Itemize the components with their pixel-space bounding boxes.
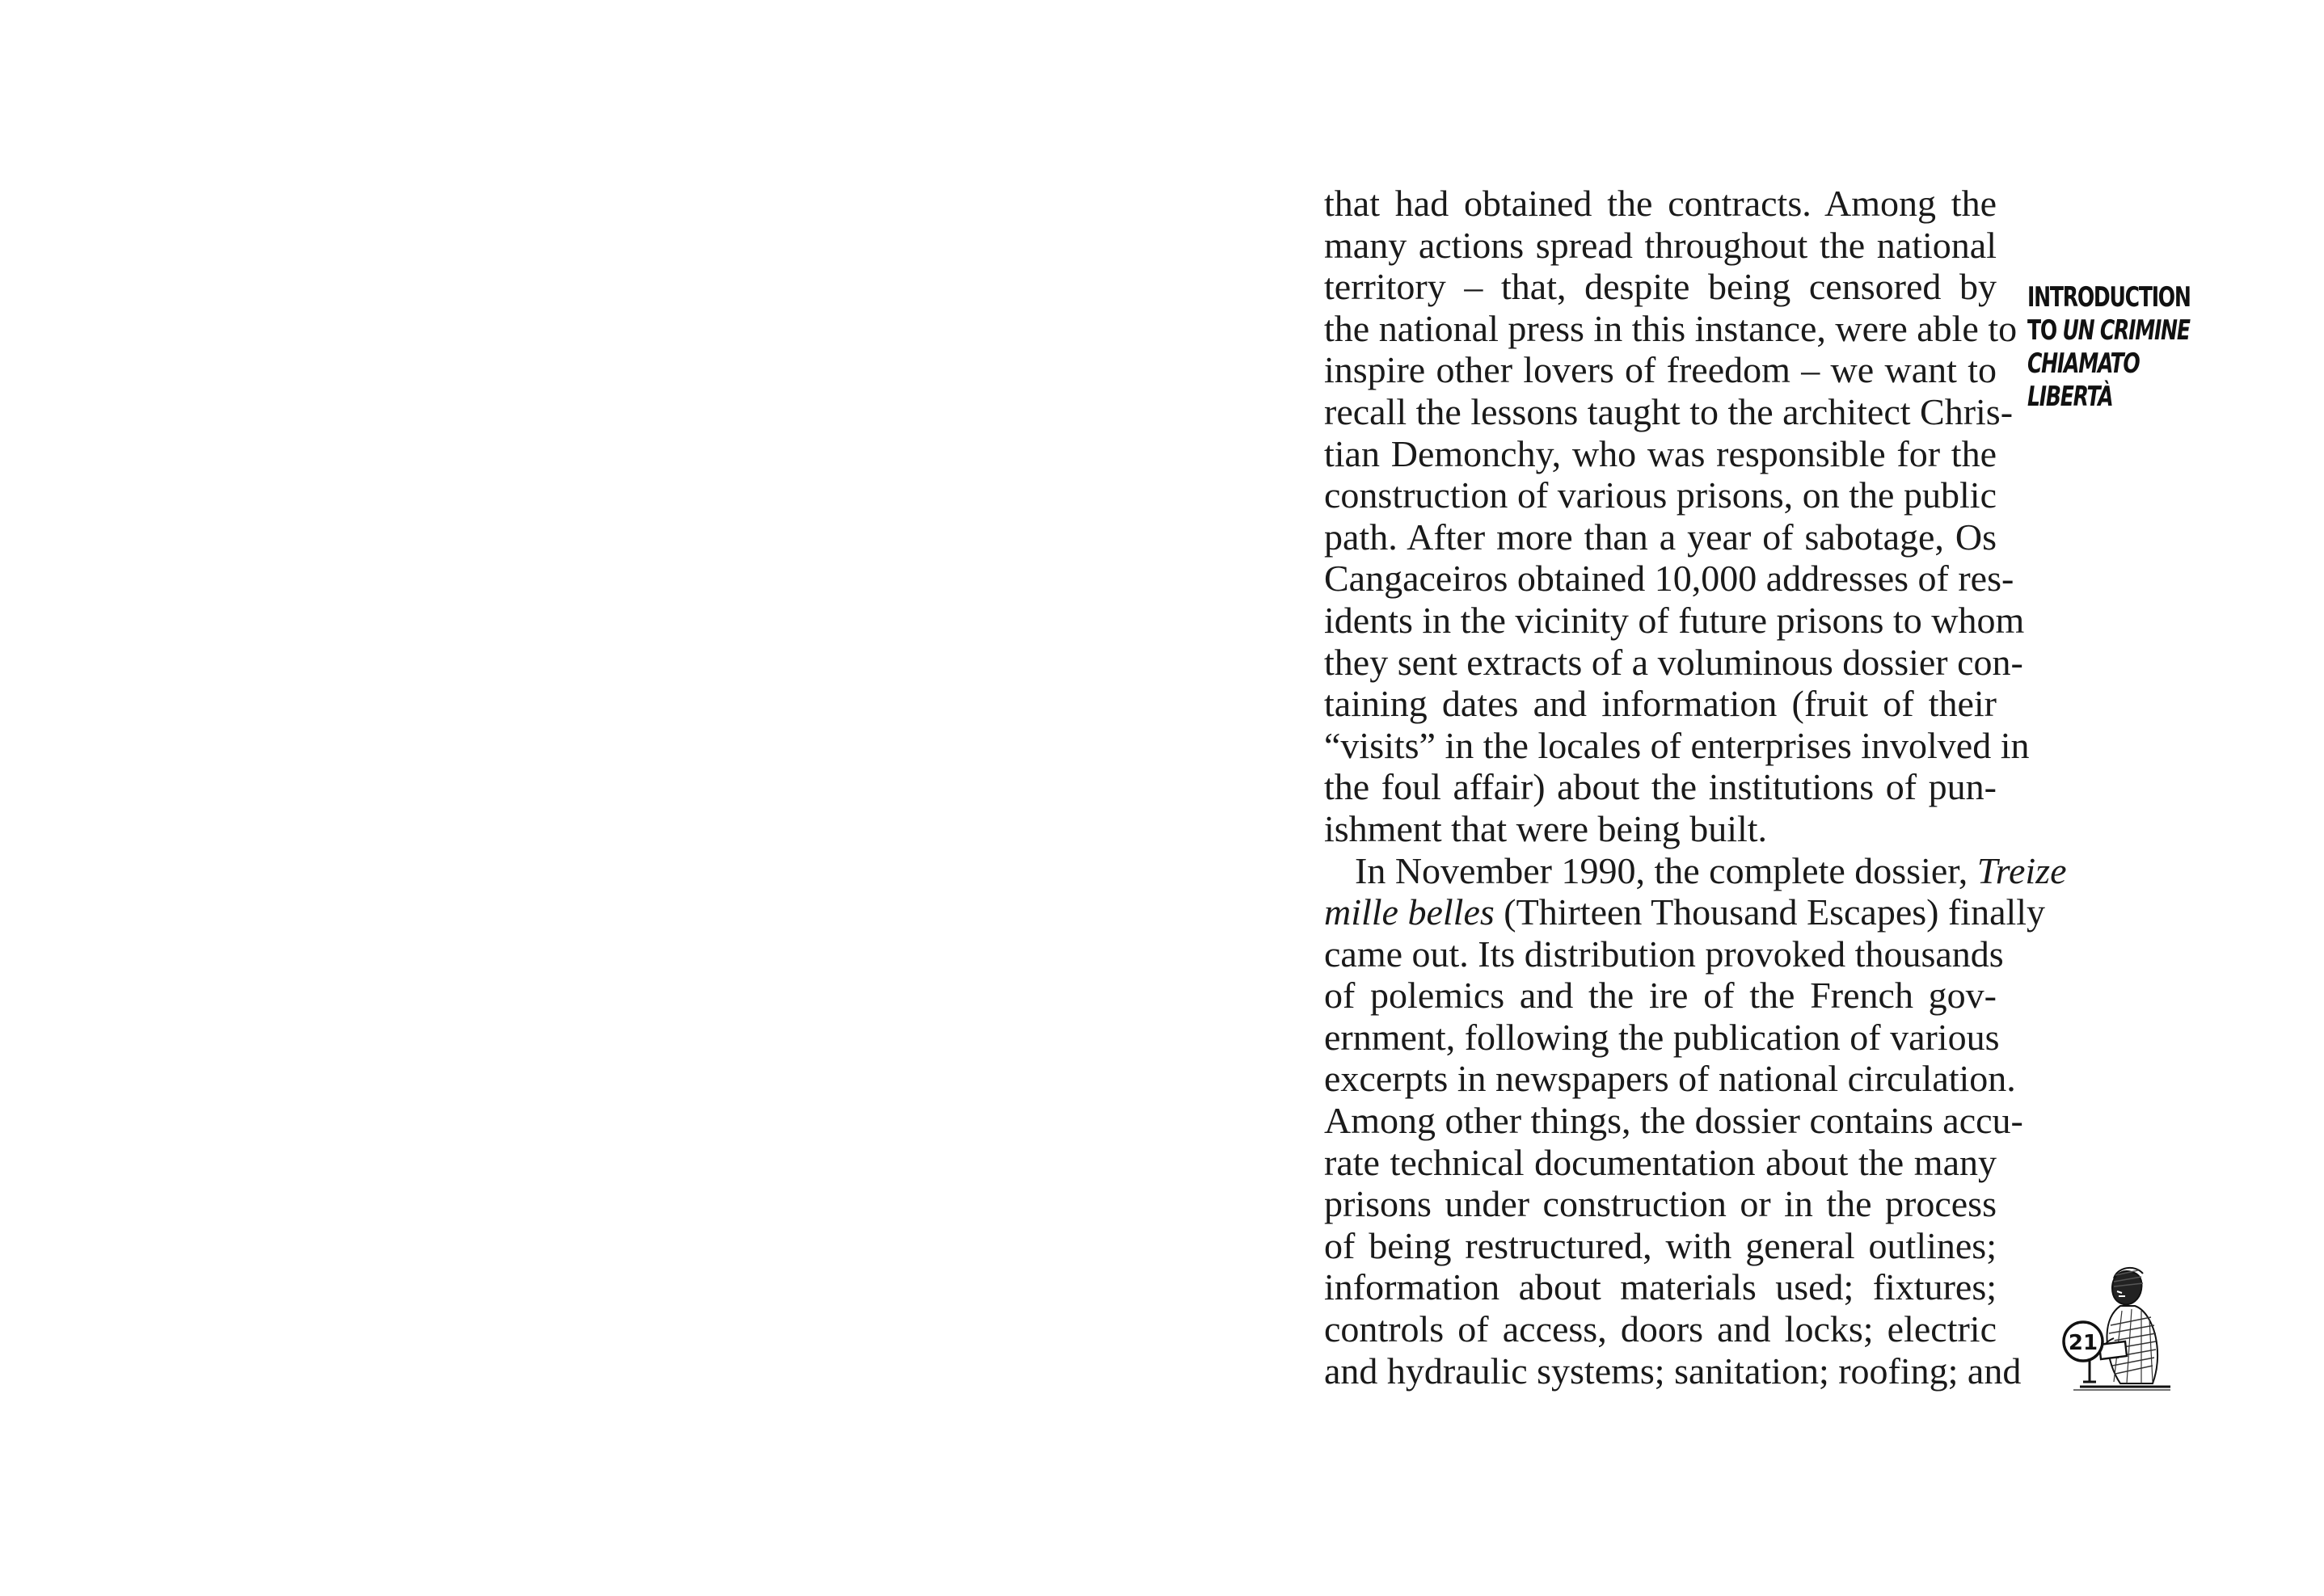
text-line: territory – that, despite being censored by bbox=[1324, 266, 1997, 308]
text-line: inspire other lovers of freedom – we want to bbox=[1324, 349, 1997, 391]
running-head-line bbox=[2027, 314, 2200, 347]
text-line: that had obtained the contracts. Among the bbox=[1324, 183, 1997, 224]
text-line: prisons under construction or in the process bbox=[1324, 1183, 1997, 1225]
text-line: path. After more than a year of sabotage, Os bbox=[1324, 516, 1997, 558]
running-head-italic: UN CRIMINE bbox=[2062, 314, 2190, 347]
running-head-line: CHIAMATO bbox=[2027, 347, 2140, 380]
text-line: recall the lessons taught to the architect Chris- bbox=[1324, 390, 2014, 432]
paragraph-2 bbox=[1324, 849, 2067, 1392]
text-line: they sent extracts of a voluminous dossier con- bbox=[1324, 641, 2023, 683]
text-line bbox=[1324, 891, 2046, 933]
paragraph-1 bbox=[1324, 183, 2030, 850]
text-run: In November 1990, the complete dossier, bbox=[1355, 849, 1977, 891]
text-line: and hydraulic systems; sanitation; roofing; and bbox=[1324, 1350, 2022, 1392]
text-line: came out. Its distribution provoked thousands bbox=[1324, 933, 2004, 975]
body-text bbox=[1324, 183, 2067, 1392]
book-title-italic: mille belles bbox=[1324, 891, 1495, 933]
text-run: (Thirteen Thousand Escapes) finally bbox=[1494, 891, 2046, 933]
text-line: idents in the vicinity of future prisons to whom bbox=[1324, 599, 2025, 641]
book-title-italic: Treize bbox=[1976, 849, 2067, 891]
text-line: ishment that were being built. bbox=[1324, 807, 1768, 849]
text-line: of polemics and the ire of the French gov- bbox=[1324, 975, 1997, 1017]
text-line: tian Demonchy, who was responsible for the bbox=[1324, 432, 1997, 474]
text-line: excerpts in newspapers of national circulation. bbox=[1324, 1058, 2016, 1100]
text-line: the foul affair) about the institutions of pun- bbox=[1324, 766, 1997, 808]
text-line: Among other things, the dossier contains accu- bbox=[1324, 1100, 2023, 1142]
text-line: many actions spread throughout the national bbox=[1324, 224, 1997, 266]
running-head-prefix: TO bbox=[2027, 314, 2063, 347]
text-line: “visits” in the locales of enterprises involved in bbox=[1324, 724, 2030, 766]
text-line: taining dates and information (fruit of their bbox=[1324, 683, 1997, 725]
text-line: construction of various prisons, on the public bbox=[1324, 474, 1997, 516]
text-line: the national press in this instance, were able to bbox=[1324, 307, 2018, 349]
text-line: ernment, following the publication of various bbox=[1324, 1016, 2000, 1058]
running-head-line: INTRODUCTION bbox=[2027, 281, 2191, 314]
text-line bbox=[1324, 849, 2067, 892]
text-line: rate technical documentation about the many bbox=[1324, 1141, 1997, 1183]
text-line: of being restructured, with general outlines; bbox=[1324, 1224, 1997, 1266]
running-head-line: LIBERTÀ bbox=[2027, 381, 2113, 413]
text-line: Cangaceiros obtained 10,000 addresses of res- bbox=[1324, 558, 2014, 600]
page-number: 21 bbox=[2068, 1331, 2098, 1355]
page-number-emblem bbox=[2057, 1261, 2178, 1398]
text-line: controls of access, doors and locks; electric bbox=[1324, 1308, 1997, 1350]
running-head bbox=[2027, 281, 2200, 414]
text-line: information about materials used; fixtures; bbox=[1324, 1266, 1997, 1308]
